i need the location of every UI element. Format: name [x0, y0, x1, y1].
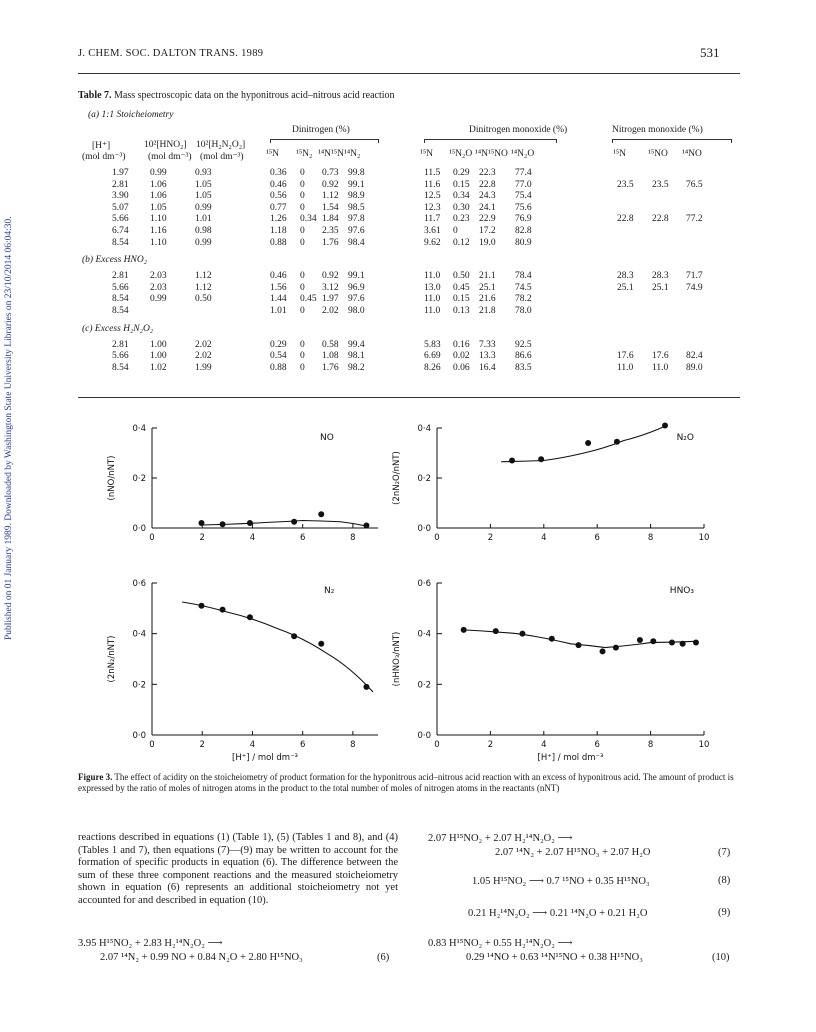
table-cell: 22.8	[617, 214, 634, 225]
group-header-dinitrogen-monoxide: Dinitrogen monoxide (%)	[469, 125, 568, 135]
y-tick-label: 0·0	[417, 524, 431, 534]
equation-7-number: (7)	[718, 847, 731, 858]
col-header-h2n2o2: 10²[H₂N₂O₂]	[196, 140, 246, 150]
figure-caption	[78, 772, 740, 794]
table-cell: 21.8	[479, 306, 496, 316]
table-cell: 25.1	[617, 282, 634, 293]
x-tick-label: 8	[350, 533, 356, 543]
x-tick-label: 8	[350, 740, 356, 750]
x-tick-label: 8	[647, 533, 654, 543]
table-cell: 97.6	[348, 294, 365, 305]
table-cell: 17.2	[479, 226, 496, 236]
table-cell: 98.4	[348, 237, 365, 248]
table-cell: 0.15	[453, 294, 470, 305]
table-cell: 25.1	[652, 282, 669, 293]
table-cell: 78.0	[515, 306, 532, 316]
table-cell: 2.35	[322, 226, 339, 236]
table-cell: 3.61	[424, 226, 441, 236]
table-cell: 0.15	[453, 179, 470, 190]
table-cell: 8.26	[424, 362, 441, 373]
table-cell: 98.2	[348, 362, 365, 373]
y-tick-label: 0·2	[132, 680, 146, 691]
table-cell: 78.2	[515, 294, 532, 305]
table-cell: 1.97	[112, 168, 129, 178]
table-cell: 2.02	[195, 351, 212, 362]
table-cell: 0	[300, 191, 305, 202]
data-point	[220, 607, 226, 613]
table-cell: 1.00	[150, 339, 167, 350]
group-header-dinitrogen: Dinitrogen (%)	[292, 125, 350, 135]
table-cell: 1.05	[195, 191, 212, 202]
data-point	[220, 521, 226, 527]
table-cell: 76.5	[686, 179, 703, 190]
x-tick-label: 4	[541, 533, 547, 543]
table-cell: 8.54	[112, 294, 129, 305]
y-tick-label: 0·0	[132, 524, 146, 534]
x-tick-label: 4	[249, 740, 256, 750]
table-cell: 0.36	[270, 168, 287, 178]
table-cell: 0.99	[195, 202, 212, 213]
data-point	[509, 458, 515, 464]
fit-curve	[201, 521, 366, 527]
col-header-isotope: ¹⁵N₂O	[449, 149, 473, 159]
equation-6-number: (6)	[377, 952, 390, 963]
x-tick-label: 8	[647, 740, 654, 750]
y-tick-label: 0·4	[417, 629, 431, 640]
table-cell: 22.8	[479, 179, 496, 190]
table-cell: 0.16	[453, 339, 470, 350]
table-cell: 75.4	[515, 191, 532, 202]
table-cell: 0.45	[300, 294, 317, 305]
table-cell: 77.2	[686, 214, 703, 225]
table-cell: 1.18	[270, 226, 287, 236]
table-cell: 2.81	[112, 271, 129, 282]
table-cell: 1.12	[195, 282, 212, 293]
table-cell: 0.34	[453, 191, 470, 202]
table-cell: 0	[300, 237, 305, 248]
y-axis-label: (nNO/nNT)	[107, 455, 117, 501]
table-cell: 0.29	[453, 168, 470, 178]
chart-title: N₂	[324, 586, 335, 596]
body-paragraph: reactions described in equations (1) (Table 1), (5) (Tables 1 and 8), and (4) (Tables 1 and 7), then equations (7)—(9) may be written to account for the formation of specific products in equation (6). The difference between the sum of these three component reactions and the measured stoicheiometry shown in equation (6) represents an additional stoicheiometry not yet accounted for and described in equation (10).	[78, 832, 398, 906]
table-cell: 77.4	[515, 168, 532, 178]
data-point	[600, 648, 606, 654]
col-header-isotope: ¹⁴N₂O	[511, 149, 535, 159]
x-axis-label: [H⁺] / mol dm⁻³	[537, 753, 604, 763]
col-header-isotope: ¹⁵NO	[648, 149, 668, 159]
y-tick-label: 0·4	[132, 629, 146, 640]
col-header-h-unit: (mol dm⁻³)	[82, 152, 126, 162]
data-point	[198, 603, 204, 609]
table-cell: 0.50	[195, 294, 212, 305]
table-cell: 0.56	[270, 191, 287, 202]
table-cell: 0.30	[453, 202, 470, 213]
table-cell: 13.0	[424, 282, 441, 293]
equation-8-line: 1.05 H¹⁵NO₂ ⟶ 0.7 ¹⁵NO + 0.35 H¹⁵NO₃	[472, 876, 650, 887]
table-cell: 0.99	[150, 168, 167, 178]
x-tick-label: 6	[594, 740, 600, 750]
table-cell: 86.6	[515, 351, 532, 362]
data-point	[291, 519, 297, 525]
table-cell: 99.1	[348, 179, 365, 190]
chart-title: HNO₃	[669, 586, 694, 596]
col-header-isotope: ¹⁴NO	[682, 149, 702, 159]
data-point	[693, 640, 699, 646]
table-title-text: Mass spectroscopic data on the hyponitrous acid–nitrous acid reaction	[111, 90, 395, 101]
table-cell: 1.16	[150, 226, 167, 236]
y-tick-label: 0·0	[132, 731, 146, 741]
table-cell: 0.29	[270, 339, 287, 350]
data-point	[493, 628, 499, 634]
table-cell: 11.7	[424, 214, 441, 225]
x-tick-label: 0	[434, 533, 440, 543]
equation-10-line2: 0.29 ¹⁴NO + 0.63 ¹⁴N¹⁵NO + 0.38 H¹⁵NO₃	[466, 952, 643, 963]
table-cell: 1.05	[195, 179, 212, 190]
y-axis-label: (2nN₂/nNT)	[107, 635, 117, 683]
table-cell: 0.46	[270, 179, 287, 190]
table-cell: 78.4	[515, 271, 532, 282]
data-point	[363, 523, 369, 529]
table-cell: 98.5	[348, 202, 365, 213]
col-header-isotope: ¹⁴N₂	[344, 149, 361, 159]
y-tick-label: 0·6	[132, 579, 146, 589]
table-cell: 1.76	[322, 362, 339, 373]
table-cell: 92.5	[515, 339, 532, 350]
col-header-isotope: ¹⁵N	[420, 149, 434, 159]
y-tick-label: 0·4	[132, 424, 146, 434]
equation-9-number: (9)	[718, 907, 731, 918]
table-cell: 12.3	[424, 202, 441, 213]
table-cell: 23.5	[652, 179, 669, 190]
table-cell: 1.02	[150, 362, 167, 373]
equation-10-line1: 0.83 H¹⁵NO₂ + 0.55 H₂¹⁴N₂O₂ ⟶	[428, 938, 573, 949]
table-cell: 24.3	[479, 191, 496, 202]
data-point	[614, 439, 620, 445]
table-cell: 28.3	[652, 271, 669, 282]
table-cell: 1.76	[322, 237, 339, 248]
data-point	[680, 641, 686, 647]
x-tick-label: 2	[199, 533, 205, 543]
table-cell: 1.10	[150, 237, 167, 248]
col-header-hno2: 10²[HNO₂]	[144, 140, 187, 150]
x-tick-label: 6	[594, 533, 600, 543]
equation-8-number: (8)	[718, 875, 731, 886]
table-cell: 82.8	[515, 226, 532, 236]
y-tick-label: 0·2	[417, 680, 431, 691]
table-cell: 0	[300, 351, 305, 362]
running-header: J. CHEM. SOC. DALTON TRANS. 1989	[78, 48, 264, 59]
table-cell: 1.08	[322, 351, 339, 362]
table-cell: 2.03	[150, 282, 167, 293]
table-cell: 0.99	[150, 294, 167, 305]
table-cell: 0	[300, 339, 305, 350]
equation-9-line: 0.21 H₂¹⁴N₂O₂ ⟶ 0.21 ¹⁴N₂O + 0.21 H₂O	[468, 908, 648, 919]
equation-6-line2: 2.07 ¹⁴N₂ + 0.99 NO + 0.84 N₂O + 2.80 H¹⁵NO₃	[100, 952, 303, 963]
table-cell: 1.26	[270, 214, 287, 225]
table-cell: 5.66	[112, 282, 129, 293]
table-cell: 98.0	[348, 306, 365, 316]
table-cell: 1.06	[150, 179, 167, 190]
data-point	[318, 641, 324, 647]
table-cell: 25.1	[479, 282, 496, 293]
data-point	[461, 627, 467, 633]
table-cell: 98.9	[348, 191, 365, 202]
table-cell: 5.83	[424, 339, 441, 350]
x-tick-label: 2	[487, 740, 494, 750]
table-cell: 0.54	[270, 351, 287, 362]
table-cell: 2.81	[112, 339, 129, 350]
table-cell: 11.0	[424, 294, 441, 305]
y-tick-label: 0·2	[132, 474, 146, 484]
y-tick-label: 0·4	[417, 424, 431, 434]
y-axis-label: (2nN₂O/nNT)	[392, 451, 402, 505]
table-cell: 5.66	[112, 351, 129, 362]
table-cell: 99.4	[348, 339, 365, 350]
x-tick-label: 6	[299, 533, 306, 543]
table-cell: 0	[300, 362, 305, 373]
table-cell: 5.66	[112, 214, 129, 225]
table-cell: 1.97	[322, 294, 339, 305]
table-cell: 0.88	[270, 362, 287, 373]
col-header-isotope: ¹⁵N	[613, 149, 627, 159]
data-point	[549, 636, 555, 642]
equation-7-line2: 2.07 ¹⁴N₂ + 2.07 H¹⁵NO₃ + 2.07 H₂O	[495, 847, 651, 858]
data-point	[585, 440, 591, 446]
table-cell: 71.7	[686, 271, 703, 282]
table-cell: 0.06	[453, 362, 470, 373]
y-axis-label: (nHNO₃/nNT)	[392, 631, 402, 687]
y-tick-label: 0·6	[417, 579, 431, 589]
equation-6-line1: 3.95 H¹⁵NO₂ + 2.83 H₂¹⁴N₂O₂ ⟶	[78, 938, 223, 949]
col-header-hno2-unit: (mol dm⁻³)	[148, 152, 192, 162]
table-cell: 0.98	[195, 226, 212, 236]
x-tick-label: 2	[199, 740, 205, 750]
table-cell: 0.50	[453, 271, 470, 282]
table-cell: 0.73	[322, 168, 339, 178]
table-cell: 9.62	[424, 237, 441, 248]
table-cell: 74.9	[686, 282, 703, 293]
table-cell: 0.12	[453, 237, 470, 248]
table-cell: 1.54	[322, 202, 339, 213]
figure-label: Figure 3.	[78, 772, 113, 782]
table-cell: 1.44	[270, 294, 287, 305]
col-header-h2n2o2-unit: (mol dm⁻³)	[200, 152, 244, 162]
table-cell: 0.45	[453, 282, 470, 293]
table-cell: 22.9	[479, 214, 496, 225]
chart-title: NO	[320, 433, 334, 443]
table-cell: 0	[300, 282, 305, 293]
table-cell: 21.6	[479, 294, 496, 305]
table-cell: 75.6	[515, 202, 532, 213]
table-cell: 2.02	[322, 306, 339, 316]
data-point	[662, 423, 668, 429]
data-point	[519, 631, 525, 637]
table-cell: 11.6	[424, 179, 441, 190]
table-cell: 1.06	[150, 191, 167, 202]
table-cell: 82.4	[686, 351, 703, 362]
table-cell: 11.0	[424, 306, 441, 316]
data-point	[650, 638, 656, 644]
table-cell: 0.92	[322, 179, 339, 190]
table-cell: 1.99	[195, 362, 212, 373]
table-cell: 8.54	[112, 362, 129, 373]
table-cell: 0.92	[322, 271, 339, 282]
x-axis-label: [H⁺] / mol dm⁻³	[232, 753, 298, 763]
data-point	[318, 511, 324, 517]
table-cell: 0.46	[270, 271, 287, 282]
table-cell: 6.74	[112, 226, 129, 236]
table-cell: 97.6	[348, 226, 365, 236]
col-header-isotope: ¹⁴N¹⁵NO	[475, 149, 508, 159]
x-tick-label: 10	[698, 533, 710, 543]
page-number: 531	[700, 45, 720, 60]
data-point	[613, 645, 619, 651]
fit-curve	[501, 426, 667, 462]
data-point	[198, 520, 204, 526]
table-cell: 19.0	[479, 237, 496, 248]
data-point	[247, 614, 253, 620]
table-cell: 1.00	[150, 351, 167, 362]
table-cell: 0.34	[300, 214, 317, 225]
y-tick-label: 0·2	[417, 474, 431, 484]
table-cell: 3.90	[112, 191, 129, 202]
data-point	[291, 633, 297, 639]
table-cell: 2.03	[150, 271, 167, 282]
table-cell: 5.07	[112, 202, 129, 213]
table-cell: 0	[300, 168, 305, 178]
table-cell: 6.69	[424, 351, 441, 362]
table-cell: 0	[300, 202, 305, 213]
table-cell: 74.5	[515, 282, 532, 293]
table-cell: 0.23	[453, 214, 470, 225]
table-cell: 1.12	[322, 191, 339, 202]
figure-caption-text: The effect of acidity on the stoicheiometry of product formation for the hyponitrous acid–nitrous acid reaction with an excess of hyponitrous acid. The amount of product is expressed by the ratio of moles of nitrogen atoms in the product to the total number of moles of nitrogen atoms in the reactants (nNT)	[78, 772, 734, 793]
table-cell: 11.0	[617, 362, 634, 373]
table-cell: 16.4	[479, 362, 496, 373]
table-cell: 96.9	[348, 282, 365, 293]
table-cell: 76.9	[515, 214, 532, 225]
data-point	[637, 637, 643, 643]
table-cell: 7.33	[479, 339, 496, 350]
table-cell: 80.9	[515, 237, 532, 248]
col-header-isotope: ¹⁵N	[266, 149, 280, 159]
table-cell: 0.13	[453, 306, 470, 316]
table-cell: 1.01	[270, 306, 287, 316]
table-cell: 22.3	[479, 168, 496, 178]
col-header-isotope: ¹⁵N₂	[296, 149, 313, 159]
table-cell: 0	[453, 226, 458, 236]
chart-title: N₂O	[676, 433, 694, 443]
section-label: (c) Excess H₂N₂O₂	[82, 323, 154, 334]
table-label: Table 7.	[78, 90, 112, 101]
data-point	[538, 456, 544, 462]
table-cell: 17.6	[652, 351, 669, 362]
table-cell: 3.12	[322, 282, 339, 293]
table-cell: 99.8	[348, 168, 365, 178]
table-cell: 1.84	[322, 214, 339, 225]
table-cell: 1.56	[270, 282, 287, 293]
table-cell: 8.54	[112, 237, 129, 248]
table-cell: 0	[300, 179, 305, 190]
table-cell: 1.05	[150, 202, 167, 213]
provenance-text: Published on 01 January 1989. Downloaded by Washington State University Libraries on 23/10/2014 06:04:30.	[4, 216, 14, 640]
table-cell: 97.8	[348, 214, 365, 225]
table-cell: 0.99	[195, 237, 212, 248]
table-cell: 0.77	[270, 202, 287, 213]
table-cell: 99.1	[348, 271, 365, 282]
table-cell: 24.1	[479, 202, 496, 213]
table-cell: 0.58	[322, 339, 339, 350]
table-cell: 23.5	[617, 179, 634, 190]
table-cell: 22.8	[652, 214, 669, 225]
x-tick-label: 10	[698, 740, 710, 750]
equation-7-line1: 2.07 H¹⁵NO₂ + 2.07 H₂¹⁴N₂O₂ ⟶	[428, 833, 573, 844]
table-cell: 21.1	[479, 271, 496, 282]
table-cell: 77.0	[515, 179, 532, 190]
x-tick-label: 4	[249, 533, 256, 543]
table-cell: 1.01	[195, 214, 212, 225]
section-label: (b) Excess HNO₂	[82, 255, 148, 266]
data-point	[669, 640, 675, 646]
table-cell: 0	[300, 226, 305, 236]
equation-10-number: (10)	[712, 952, 730, 963]
col-header-isotope: ¹⁴N¹⁵N	[318, 149, 345, 159]
x-tick-label: 0	[434, 740, 440, 750]
table-cell: 17.6	[617, 351, 634, 362]
table-cell: 98.1	[348, 351, 365, 362]
table-cell: 1.10	[150, 214, 167, 225]
table-cell: 1.12	[195, 271, 212, 282]
table-cell: 2.02	[195, 339, 212, 350]
table-cell: 0	[300, 271, 305, 282]
data-point	[363, 684, 369, 690]
x-tick-label: 4	[541, 740, 547, 750]
x-tick-label: 0	[149, 533, 155, 543]
x-tick-label: 0	[149, 740, 155, 750]
x-tick-label: 6	[299, 740, 306, 750]
table-cell: 12.5	[424, 191, 441, 202]
table-cell: 0.88	[270, 237, 287, 248]
x-tick-label: 2	[487, 533, 494, 543]
table-cell: 2.81	[112, 179, 129, 190]
table-cell: 0.02	[453, 351, 470, 362]
y-tick-label: 0·0	[417, 731, 431, 741]
col-header-h: [H⁺]	[92, 141, 111, 151]
table-cell: 89.0	[686, 362, 703, 373]
data-point	[576, 642, 582, 648]
table-cell: 13.3	[479, 351, 496, 362]
table-cell: 11.5	[424, 168, 441, 178]
fit-curve	[182, 602, 373, 692]
table-cell: 11.0	[652, 362, 669, 373]
table-cell: 0.93	[195, 168, 212, 178]
table-cell: 8.54	[112, 306, 129, 316]
table-cell: 11.0	[424, 271, 441, 282]
table-cell: 83.5	[515, 362, 532, 373]
section-label: (a) 1:1 Stoicheiometry	[88, 110, 174, 120]
table-cell: 28.3	[617, 271, 634, 282]
data-point	[247, 520, 253, 526]
group-header-nitrogen-monoxide: Nitrogen monoxide (%)	[612, 125, 703, 135]
table-cell: 0	[300, 306, 305, 316]
